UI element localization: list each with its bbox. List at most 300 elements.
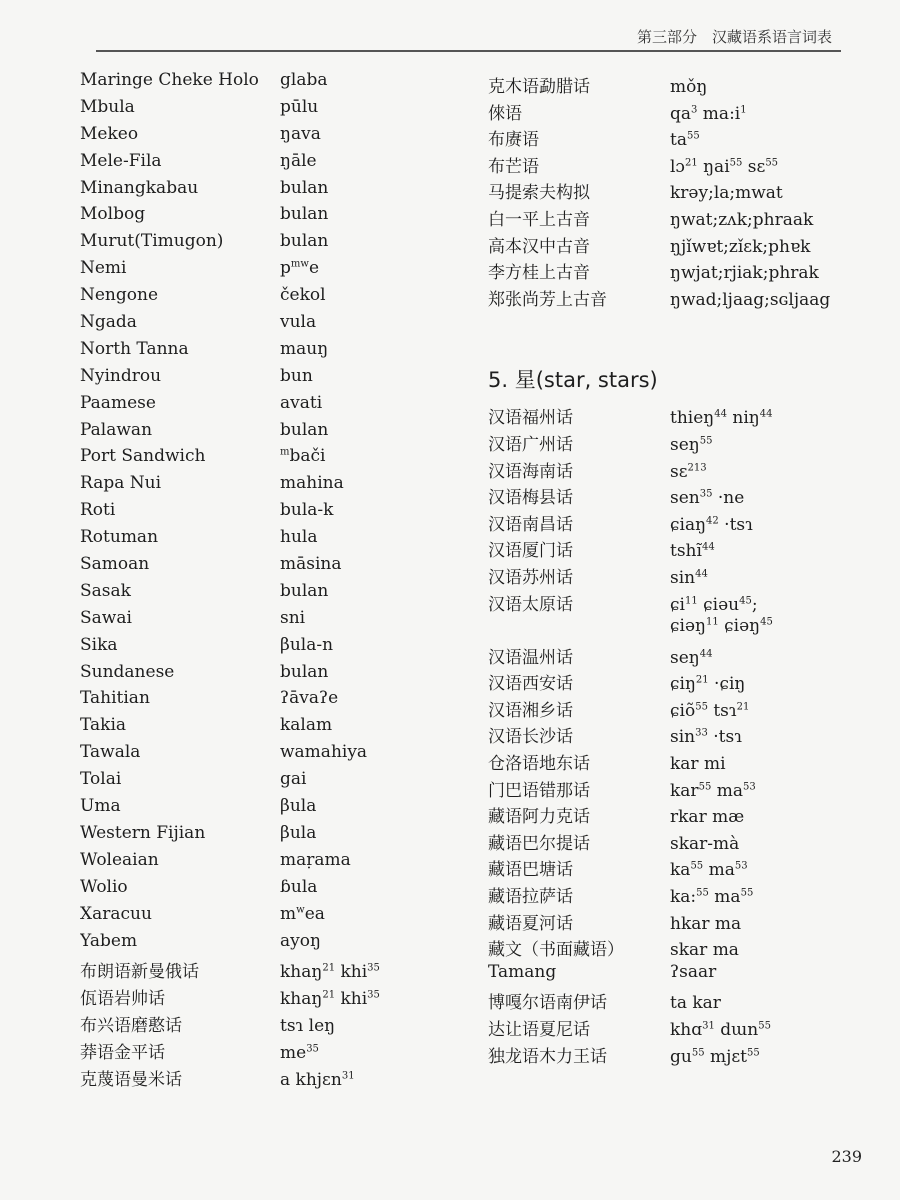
entry-row (488, 776, 858, 803)
tone-superscript: 55 (747, 1046, 760, 1058)
entry-row (80, 796, 440, 823)
language-name: 高本汉中古音 (488, 236, 590, 257)
word-form (280, 1016, 440, 1036)
entry-row (488, 1015, 858, 1042)
form-segment: khɑ (670, 1020, 703, 1040)
form-segment: tsɿ leŋ (280, 1016, 336, 1037)
form-segment: ŋwad;ljaag;sɢljaag (670, 289, 831, 310)
word-form (280, 581, 440, 601)
entry-row (488, 457, 858, 484)
form-segment: maṛama (280, 849, 351, 870)
entry-row (80, 151, 440, 178)
word-form (670, 462, 858, 482)
language-name: Sawai (80, 607, 132, 628)
form-segment: ɓula (280, 876, 318, 897)
form-segment: ·tsɿ (718, 514, 753, 535)
word-form (670, 616, 858, 636)
language-name: 布朗语新曼俄话 (80, 962, 199, 983)
language-name: Murut(Timugon) (80, 231, 224, 252)
word-form (280, 285, 440, 305)
entry-row (80, 339, 440, 366)
word-form (280, 473, 440, 493)
word-form (280, 931, 440, 951)
tone-superscript: 11 (705, 616, 719, 628)
language-name: Nyindrou (80, 365, 162, 386)
language-name: Nemi (80, 258, 127, 279)
entry-row (488, 1042, 858, 1069)
entry-row (80, 312, 440, 339)
word-form (670, 435, 858, 455)
language-name: Maringe Cheke Holo (80, 70, 259, 90)
form-segment: ma:i (697, 103, 741, 124)
word-form (670, 210, 858, 230)
entry-row (80, 742, 440, 769)
form-segment: ɕiəŋ (718, 616, 761, 637)
entry-row (488, 563, 858, 590)
form-segment: kar mi (670, 754, 726, 775)
language-name: 藏语巴塘话 (488, 860, 573, 881)
tone-superscript: 31 (702, 1020, 715, 1032)
entry-row (488, 483, 858, 510)
form-segment: rkar mæ (670, 807, 745, 828)
header-rule (96, 50, 841, 52)
form-segment: khi (335, 989, 368, 1010)
language-name: Sundanese (80, 661, 175, 682)
entry-row (80, 446, 440, 473)
form-segment: pūlu (280, 96, 319, 117)
word-form (670, 834, 858, 854)
form-segment: glaba (280, 70, 328, 90)
form-segment: sin (670, 567, 696, 588)
word-form (670, 754, 858, 774)
entry-row (488, 536, 858, 563)
form-segment: ɕiõ (670, 700, 696, 721)
language-name: 汉语广州话 (488, 434, 573, 455)
entry-row (80, 393, 440, 420)
entry-row (488, 152, 858, 179)
form-segment: me (280, 1043, 307, 1064)
tone-superscript: 55 (686, 130, 700, 142)
word-form (670, 104, 858, 124)
language-name: Yabem (80, 930, 138, 951)
language-name: Nengone (80, 285, 159, 306)
tone-superscript: 55 (758, 1020, 771, 1032)
form-segment: skar ma (670, 940, 739, 961)
entry-row (80, 124, 440, 151)
language-name: 博嘎尔语南伊话 (488, 993, 607, 1014)
word-form (670, 237, 858, 257)
tone-superscript: 44 (695, 568, 708, 580)
tone-superscript: 35 (367, 962, 380, 974)
word-form (670, 648, 858, 668)
language-name: 门巴语错那话 (488, 780, 590, 801)
entry-row (80, 70, 440, 97)
language-name: Tahitian (80, 688, 150, 709)
tone-superscript: 55 (729, 157, 743, 169)
form-segment: tshĩ (670, 541, 702, 562)
language-name: Mele-Fila (80, 150, 162, 171)
form-segment: ayoŋ (280, 930, 321, 951)
word-form (280, 124, 440, 144)
form-segment: qa (670, 103, 692, 124)
tone-superscript: 55 (695, 701, 708, 713)
word-form (280, 989, 440, 1009)
entry-row (488, 722, 858, 749)
left-column (80, 70, 440, 1092)
entry-row (488, 855, 858, 882)
word-form (280, 608, 440, 628)
form-segment: dɯn (714, 1020, 759, 1040)
form-segment: ka: (670, 887, 697, 908)
form-segment: ma (708, 887, 741, 908)
word-form (670, 962, 858, 982)
word-form (280, 850, 440, 870)
tone-superscript: m (280, 446, 290, 458)
language-name: 布芒语 (488, 156, 539, 177)
form-segment: čekol (280, 285, 326, 306)
language-name: 汉语海南话 (488, 461, 573, 482)
form-segment: krəy;la;mwat (670, 183, 783, 204)
entry-row (488, 988, 858, 1015)
form-segment: mǒŋ (670, 77, 708, 97)
language-name: 克蔑语曼米话 (80, 1069, 182, 1090)
tone-superscript: 33 (695, 727, 708, 739)
word-form (670, 568, 858, 588)
form-segment: thieŋ (670, 408, 715, 429)
language-name: 藏语巴尔提话 (488, 833, 590, 854)
word-form (280, 769, 440, 789)
word-form (280, 962, 440, 982)
entry-row (80, 877, 440, 904)
word-form (280, 662, 440, 682)
language-name: 郑张尚芳上古音 (488, 289, 607, 310)
language-name: 藏语拉萨话 (488, 887, 573, 908)
language-name: Sika (80, 634, 118, 655)
language-name: 李方桂上古音 (488, 263, 590, 284)
word-form (670, 263, 858, 283)
form-segment: ʔsaar (670, 961, 717, 982)
form-segment: lɔ (670, 156, 685, 177)
entry-row (488, 935, 858, 962)
form-segment: sɛ (742, 156, 766, 177)
word-form (670, 157, 858, 177)
language-name: 倈语 (488, 103, 522, 124)
form-segment: ŋai (697, 156, 730, 177)
language-name: Woleaian (80, 849, 159, 870)
language-name: Samoan (80, 554, 150, 575)
language-name: 汉语长沙话 (488, 727, 573, 748)
language-name: 藏文（书面藏语） (488, 940, 624, 961)
entry-row (488, 403, 858, 430)
word-form (670, 887, 858, 907)
language-name: 藏语夏河话 (488, 913, 573, 934)
language-name: 莽语金平话 (80, 1043, 165, 1064)
form-segment: kalam (280, 715, 333, 736)
entry-row (80, 715, 440, 742)
word-form (280, 231, 440, 251)
language-name: Takia (80, 715, 127, 736)
language-name: 独龙语木力王话 (488, 1046, 607, 1067)
tone-superscript: 21 (695, 674, 709, 686)
entry-row (488, 72, 858, 99)
entry-row (80, 97, 440, 124)
word-form (280, 877, 440, 897)
form-segment: βula (280, 796, 317, 817)
tone-superscript: mw (290, 258, 309, 270)
form-segment: ŋwjat;rjiak;phrak (670, 263, 819, 284)
word-form (280, 796, 440, 816)
tone-superscript: 21 (684, 157, 698, 169)
form-segment: khaŋ (280, 962, 323, 983)
language-name: Roti (80, 500, 116, 521)
form-segment: ta kar (670, 993, 721, 1014)
entry-row (80, 688, 440, 715)
entry-row (80, 931, 440, 958)
tone-superscript: 213 (687, 461, 707, 473)
word-form (670, 727, 858, 747)
entry-row (488, 430, 858, 457)
form-segment: tsɿ (707, 700, 737, 721)
word-form (280, 1070, 440, 1090)
form-segment: ɕiəŋ (670, 616, 706, 637)
entry-row (80, 904, 440, 931)
language-name: Uma (80, 796, 121, 817)
tone-superscript: 31 (341, 1070, 355, 1082)
form-segment: ŋava (280, 123, 321, 144)
entry-row (80, 1038, 440, 1065)
form-segment: ; (751, 594, 758, 615)
form-segment: sɛ (670, 461, 688, 482)
language-name: 汉语厦门话 (488, 541, 573, 562)
form-segment: wamahiya (280, 742, 368, 763)
tone-superscript: 35 (699, 488, 713, 500)
form-segment: ŋwat;zʌk;phraak (670, 209, 814, 230)
form-segment: vula (280, 312, 317, 333)
language-name: Xaracuu (80, 903, 152, 924)
entry-row (80, 178, 440, 205)
tone-superscript: 45 (760, 616, 773, 628)
entry-row (80, 984, 440, 1011)
word-form (670, 993, 858, 1013)
language-name: Wolio (80, 876, 128, 897)
language-name: Ngada (80, 312, 137, 333)
form-segment: ·ɕiŋ (708, 674, 746, 695)
word-form (280, 97, 440, 117)
entry-row (80, 473, 440, 500)
word-form (280, 339, 440, 359)
word-form (280, 366, 440, 386)
entry-row (488, 205, 858, 232)
tone-superscript: 45 (739, 594, 752, 606)
language-name: Palawan (80, 419, 153, 440)
language-name: Minangkabau (80, 177, 199, 198)
word-form (280, 204, 440, 224)
entry-row (80, 527, 440, 554)
form-segment: sen (670, 488, 700, 509)
form-segment: ka (670, 860, 691, 881)
tone-superscript: 55 (691, 1046, 705, 1058)
form-segment: ta (670, 130, 687, 151)
word-form (280, 70, 440, 90)
word-form (670, 77, 858, 97)
entry-row (488, 696, 858, 723)
tone-superscript: 44 (699, 648, 713, 660)
tone-superscript: 44 (714, 408, 727, 420)
language-name: Rapa Nui (80, 473, 162, 494)
tone-superscript: 35 (306, 1043, 319, 1055)
word-form (670, 940, 858, 960)
language-name: Rotuman (80, 527, 159, 548)
entry-row (488, 616, 858, 643)
word-form (670, 914, 858, 934)
word-form (670, 595, 858, 615)
form-segment: bulan (280, 177, 329, 198)
entry-row (488, 125, 858, 152)
form-segment: ŋāle (280, 150, 317, 171)
form-segment: hula (280, 527, 318, 548)
tone-superscript: 35 (367, 989, 380, 1001)
language-name: Sasak (80, 580, 131, 601)
language-name: 克木语勐腊话 (488, 77, 590, 97)
form-segment: ·tsɿ (707, 727, 742, 748)
entry-row (488, 669, 858, 696)
word-form (670, 701, 858, 721)
entry-row (80, 554, 440, 581)
word-form (670, 130, 858, 150)
word-form (280, 742, 440, 762)
word-form (280, 904, 440, 924)
form-segment: bulan (280, 231, 329, 252)
form-segment: bulan (280, 204, 329, 225)
word-form (280, 554, 440, 574)
language-name: 达让语夏尼话 (488, 1020, 590, 1040)
entry-row (80, 823, 440, 850)
entry-row (80, 285, 440, 312)
entry-row (80, 500, 440, 527)
entry-row (488, 99, 858, 126)
language-name: 汉语苏州话 (488, 567, 573, 588)
form-segment: ɕi (670, 594, 685, 615)
tone-superscript: 1 (740, 103, 747, 115)
form-segment: māsina (280, 554, 342, 575)
language-name: 布赓语 (488, 130, 539, 151)
form-segment: sni (280, 607, 306, 628)
form-segment: ea (304, 903, 325, 924)
word-form (280, 312, 440, 332)
right-column (488, 72, 858, 1068)
word-form (280, 258, 440, 278)
entry-row (488, 285, 858, 312)
entry-row (80, 769, 440, 796)
form-segment: bači (289, 446, 326, 467)
word-form (670, 290, 858, 310)
entry-row (488, 749, 858, 776)
form-segment: bulan (280, 419, 329, 440)
language-name: 马提索夫构拟 (488, 183, 590, 204)
form-segment: mahina (280, 473, 344, 494)
entry-row (80, 581, 440, 608)
word-form (670, 541, 858, 561)
language-name: 藏语阿力克话 (488, 807, 590, 828)
form-segment: m (280, 903, 297, 924)
form-segment: ʔāvaʔe (280, 688, 339, 709)
word-form (280, 688, 440, 708)
language-name: 汉语福州话 (488, 408, 573, 429)
entry-row (80, 635, 440, 662)
entry-row (80, 662, 440, 689)
tone-superscript: 55 (740, 887, 754, 899)
tone-superscript: 55 (696, 887, 709, 899)
running-head: 第三部分 汉藏语系语言词表 (636, 28, 832, 46)
entry-row (488, 258, 858, 285)
word-form (280, 420, 440, 440)
word-form (280, 446, 440, 466)
entry-row (80, 957, 440, 984)
entry-row (80, 1011, 440, 1038)
word-form (280, 715, 440, 735)
word-form (280, 393, 440, 413)
form-segment: bula-k (280, 500, 334, 521)
language-name: Tamang (488, 961, 557, 982)
tone-superscript: 11 (684, 594, 698, 606)
form-segment: ɕiaŋ (670, 514, 707, 535)
entry-row (80, 204, 440, 231)
tone-superscript: 42 (706, 515, 719, 527)
entry-row (80, 420, 440, 447)
language-name: Port Sandwich (80, 446, 206, 467)
form-segment: khaŋ (280, 989, 323, 1010)
form-segment: kar (670, 780, 699, 801)
form-segment: seŋ (670, 434, 700, 455)
tone-superscript: 44 (701, 541, 715, 553)
word-form (280, 151, 440, 171)
form-segment: ɕiŋ (670, 674, 696, 695)
tone-superscript: w (296, 903, 305, 915)
word-form (670, 781, 858, 801)
entry-row (80, 850, 440, 877)
tone-superscript: 21 (322, 962, 336, 974)
language-name: 仓洛语地东话 (488, 754, 590, 775)
word-form (280, 500, 440, 520)
form-segment: mauŋ (280, 338, 329, 359)
entry-row (488, 232, 858, 259)
language-name: Mbula (80, 96, 135, 117)
form-segment: ma (703, 860, 735, 881)
tone-superscript: 44 (759, 408, 773, 420)
language-name: 白一平上古音 (488, 209, 590, 230)
form-segment: sin (670, 727, 696, 748)
tone-superscript: 55 (699, 435, 713, 447)
tone-superscript: 3 (691, 103, 698, 115)
entry-row (488, 178, 858, 205)
entry-row (488, 590, 858, 617)
form-segment: gu (670, 1046, 692, 1067)
form-segment: bun (280, 365, 313, 386)
language-name: 汉语温州话 (488, 647, 573, 668)
entry-row (488, 802, 858, 829)
word-form (670, 515, 858, 535)
language-name: 汉语梅县话 (488, 488, 573, 509)
language-name: Tolai (80, 769, 122, 790)
section-gap (488, 311, 858, 355)
section-heading: 5. 星(star, stars) (488, 368, 658, 393)
form-segment: ɕiəu (697, 594, 740, 615)
word-form (280, 178, 440, 198)
word-form (670, 1047, 858, 1067)
entry-row (488, 909, 858, 936)
word-form (670, 860, 858, 880)
tone-superscript: 53 (742, 781, 756, 792)
